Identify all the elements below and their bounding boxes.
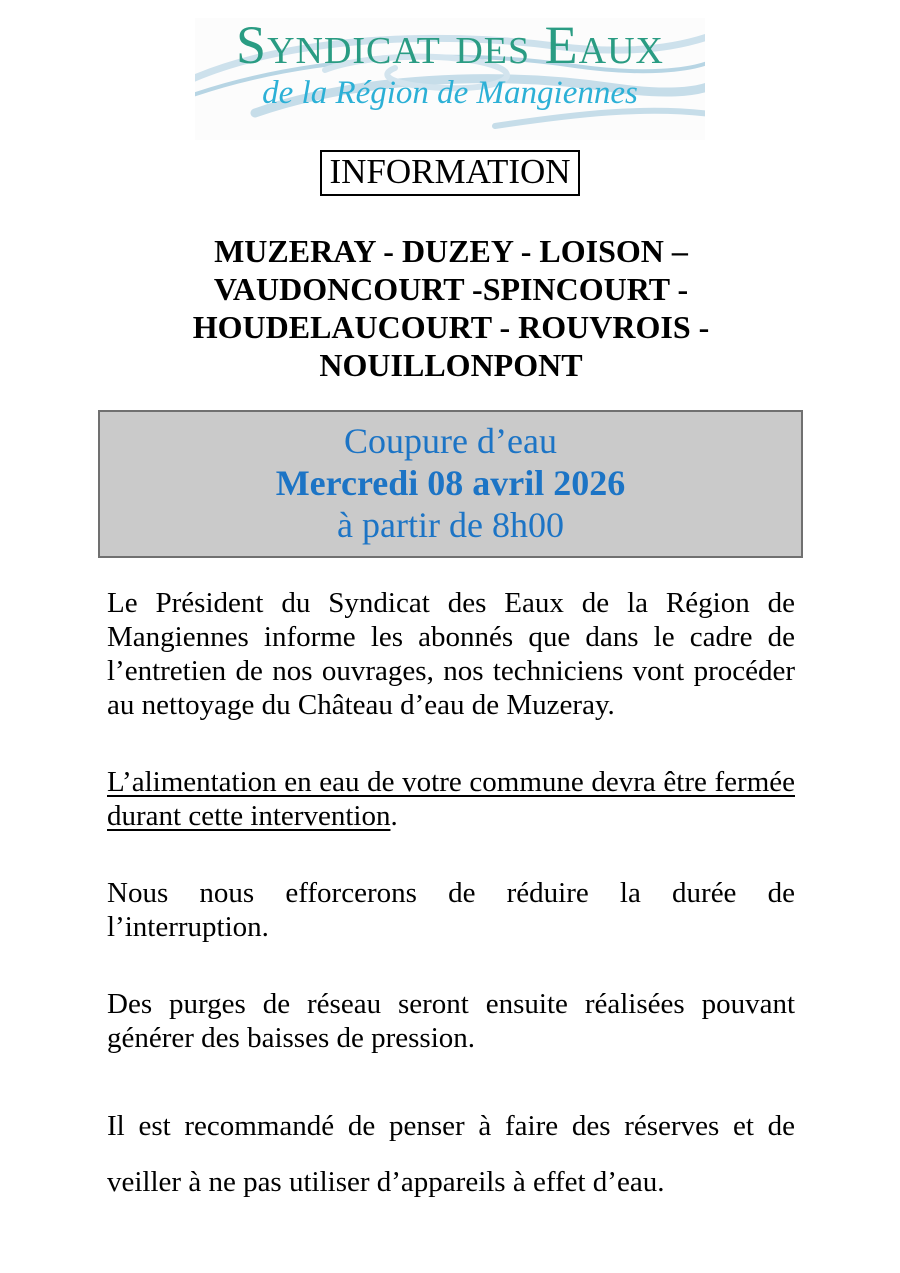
towns-line-3: HOUDELAUCOURT - ROUVROIS - [192,309,710,345]
notice-title: Coupure d’eau [344,421,557,461]
logo-title: Syndicat des Eaux [236,15,664,75]
paragraph-duration: Nous nous efforcerons de réduire la durée de l’interruption. [107,877,795,943]
towns-line-2: VAUDONCOURT -SPINCOURT - [213,271,689,307]
paragraph-intro: Le Président du Syndicat des Eaux de la Région de Mangiennes informe les abonnés que dans le cadre de l’entretien de nos ouvrages, nos techniciens vont procéder au nettoyage du Château d’eau de Muzeray. [107,587,795,721]
towns-heading [107,232,795,384]
paragraph-purges: Des purges de réseau seront ensuite réalisées pouvant générer des baisses de pression. [107,988,795,1054]
paragraph-warning [107,765,795,833]
paragraph-warning-period: . [390,800,398,832]
water-cut-notice-box [98,410,803,558]
logo-subtitle: de la Région de Mangiennes [262,75,638,111]
paragraph-advice: Il est recommandé de penser à faire des réserves et de veiller à ne pas utiliser d’appareils à effet d’eau. [107,1110,795,1198]
towns-line-1: MUZERAY - DUZEY - LOISON – [214,233,688,269]
towns-line-4: NOUILLONPONT [319,347,583,383]
paragraph-warning-underlined: L’alimentation en eau de votre commune devra être fermée durant cette intervention [107,766,795,832]
notice-time: à partir de 8h00 [337,505,564,545]
syndicat-des-eaux-logo [195,15,705,140]
information-heading: INFORMATION [320,150,579,196]
notice-date: Mercredi 08 avril 2026 [275,463,626,503]
